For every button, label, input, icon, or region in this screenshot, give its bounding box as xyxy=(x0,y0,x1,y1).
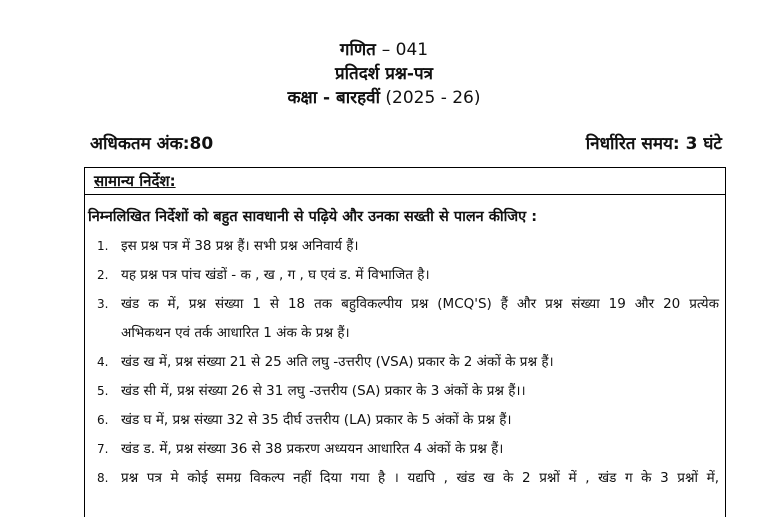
max-marks: अधिकतम अंक:80 xyxy=(90,134,214,154)
item-text: खंड क में, प्रश्न संख्या 1 से 18 तक बहुविकल्पीय प्रश्न (MCQ'S) हैं और प्रश्न संख्या 19 और 20 प्रत्येक xyxy=(121,296,719,312)
time-allowed: निर्धारित समय: 3 घंटे xyxy=(585,134,722,154)
instructions-intro: निम्नलिखित निर्देशों को बहुत सावधानी से पढ़िये और उनका सख्ती से पालन कीजिए : xyxy=(88,209,538,225)
instruction-item xyxy=(85,348,725,377)
instruction-item xyxy=(85,377,725,406)
instruction-item xyxy=(85,435,725,464)
instruction-item xyxy=(85,290,725,348)
item-text: खंड घ में, प्रश्न संख्या 32 से 35 दीर्घ उत्तरीय (LA) प्रकार के 5 अंकों के प्रश्न हैं। xyxy=(121,412,512,428)
item-text: इस प्रश्न पत्र में 38 प्रश्न हैं। सभी प्रश्न अनिवार्य हैं। xyxy=(121,238,359,254)
item-text: प्रश्न पत्र मे कोई समग्र विकल्प नहीं दिया गया है । यद्यपि , खंड ख के 2 प्रश्नों में , खंड ग के 3 प्रश्नों में, xyxy=(121,470,719,486)
subject-title: गणित xyxy=(339,40,376,60)
item-text: खंड ख में, प्रश्न संख्या 21 से 25 अति लघु -उत्तरीए (VSA) प्रकार के 2 अंकों के प्रश्न हैं। xyxy=(121,354,554,370)
item-number: 6. xyxy=(97,413,109,427)
item-number: 8. xyxy=(97,471,109,485)
item-number: 3. xyxy=(97,297,109,311)
instruction-list xyxy=(85,232,725,493)
instructions-box xyxy=(84,167,726,517)
instruction-item xyxy=(85,464,725,493)
item-text: खंड सी में, प्रश्न संख्या 26 से 31 लघु -उत्तरीय (SA) प्रकार के 3 अंकों के प्रश्न हैं।। xyxy=(121,383,526,399)
subject-code: – 041 xyxy=(381,40,429,60)
item-text: खंड ड. में, प्रश्न संख्या 36 से 38 प्रकरण अध्ययन आधारित 4 अंकों के प्रश्न हैं। xyxy=(121,441,504,457)
item-number: 7. xyxy=(97,442,109,456)
subject-line xyxy=(0,38,768,62)
item-text: यह प्रश्न पत्र पांच खंडों - क , ख , ग , घ एवं ड. में विभाजित है। xyxy=(121,267,430,283)
item-number: 2. xyxy=(97,268,109,282)
document-header xyxy=(0,38,768,110)
instructions-title: सामान्य निर्देश: xyxy=(94,172,176,190)
class-label: कक्षा - बारहवीं xyxy=(287,88,380,108)
item-number: 1. xyxy=(97,239,109,253)
paper-type: प्रतिदर्श प्रश्न-पत्र xyxy=(334,64,434,84)
session: (2025 - 26) xyxy=(385,88,481,108)
class-line xyxy=(0,86,768,110)
item-number: 4. xyxy=(97,355,109,369)
instruction-item xyxy=(85,406,725,435)
item-number: 5. xyxy=(97,384,109,398)
instruction-item xyxy=(85,232,725,261)
instructions-title-row xyxy=(85,168,725,195)
instruction-item xyxy=(85,261,725,290)
item-text-continued: अभिकथन एवं तर्क आधारित 1 अंक के प्रश्न हैं। xyxy=(121,325,350,341)
